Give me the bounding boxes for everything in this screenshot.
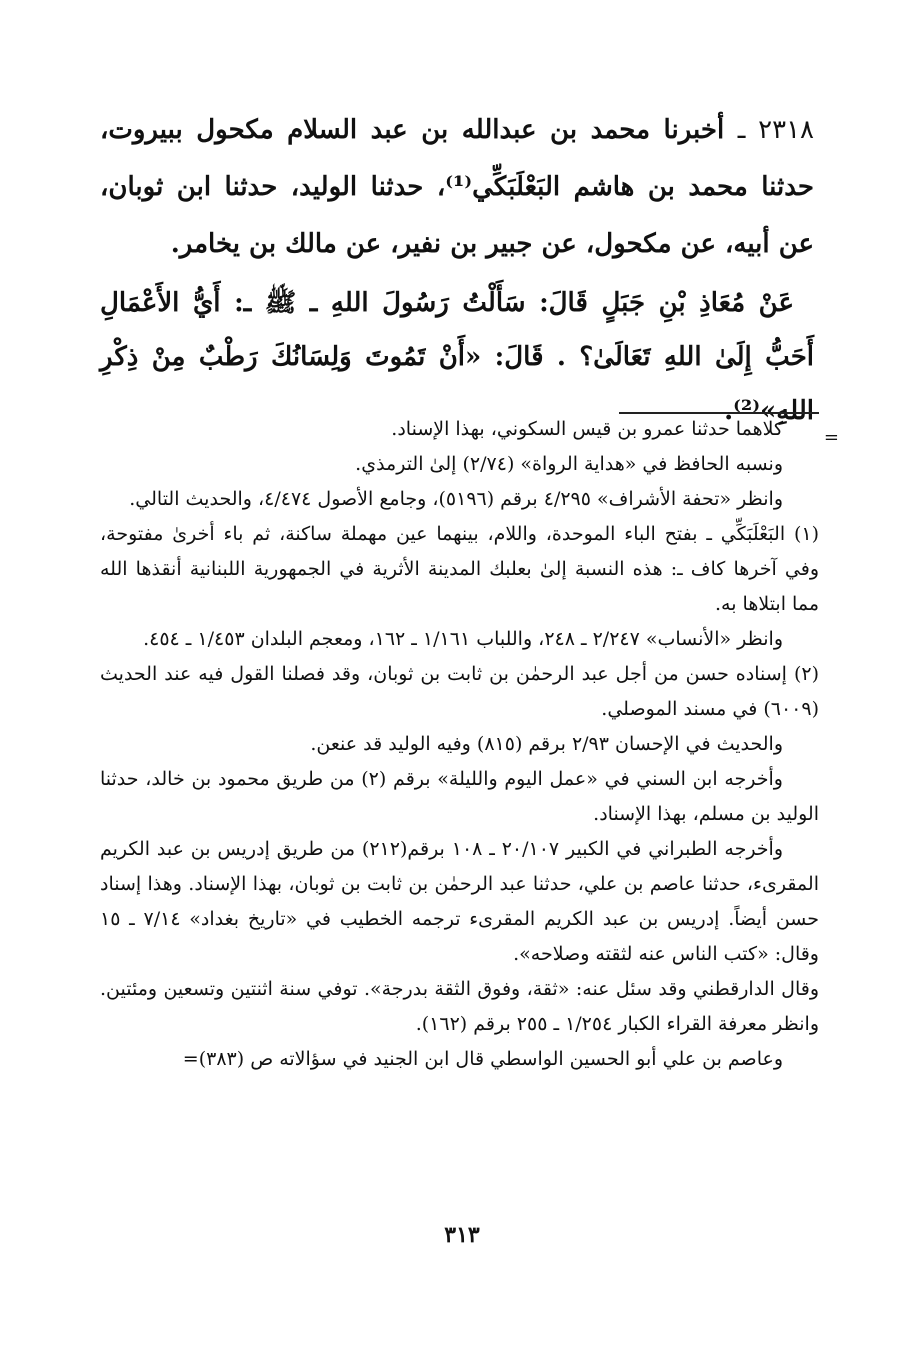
footnote-2-line: والحديث في الإحسان ٢/٩٣ برقم (٨١٥) وفيه الوليد قد عنعن.: [310, 733, 783, 755]
footnote-continuation-line: كلاهما حدثنا عمرو بن قيس السكوني، بهذا الإسناد.: [391, 418, 783, 440]
isnad-paragraph: [100, 102, 814, 273]
footnote-1: [100, 517, 819, 622]
page-number: ٣١٣: [444, 1222, 480, 1248]
footnote-continuation-line: وانظر «تحفة الأشراف» ٤/٢٩٥ برقم (٥١٩٦)، وجامع الأصول ٤/٤٧٤، والحديث التالي.: [129, 488, 783, 510]
footnote-2-line: وقال الدارقطني وقد سئل عنه: «ثقة، وفوق الثقة بدرجة». توفي سنة اثنتين وتسعين ومئتين. وانظر معرفة القراء الكبار ١/٢٥٤ ـ ٢٥٥ برقم (١٦٢).: [100, 978, 819, 1035]
footnote-2-line: وأخرجه ابن السني في «عمل اليوم والليلة» برقم (٢) من طريق محمود بن خالد، حدثنا الوليد بن مسلم، بهذا الإسناد.: [100, 768, 819, 825]
footnote-2-text: إسناده حسن من أجل عبد الرحمٰن بن ثابت بن ثوبان، وقد فصلنا القول فيه عند الحديث (٦٠٠٩) في مسند الموصلي.: [100, 663, 819, 720]
footnote-2: [100, 657, 819, 727]
matn-text: عَنْ مُعَاذِ بْنِ جَبَلٍ قَالَ: سَأَلْتُ رَسُولَ اللهِ ـ ﷺ ـ: أَيُّ الأَعْمَالِ أَحَبُّ إِلَىٰ اللهِ تَعَالَىٰ؟ . قَالَ: «أَنْ تَمُوتَ وَلِسَانُكَ رَطْبٌ مِنْ ذِكْرِ اللهِ»⁽²⁾.: [100, 288, 814, 426]
footnote-1-text: البَعْلَبَكِّي ـ بفتح الباء الموحدة، واللام، بينهما عين مهملة ساكنة، ثم باء أخرىٰ مفتوحة، وفي آخرها كاف ـ: هذه النسبة إلىٰ بعلبك المدينة الأثرية في الجمهورية اللبنانية أنقذها الله مما ابتلاها به.: [100, 523, 819, 615]
footnote-1-number: (١): [793, 523, 819, 545]
footnotes: [100, 412, 839, 1077]
main-text: [100, 102, 814, 438]
footnote-2-number: (٢): [793, 663, 820, 685]
footnote-2-line: وأخرجه الطبراني في الكبير ٢٠/١٠٧ ـ ١٠٨ برقم(٢١٢) من طريق إدريس بن عبد الكريم المقرىء، حدثنا عاصم بن علي، حدثنا عبد الرحمٰن بن ثابت بن ثوبان، بهذا الإسناد. وهذا إسناد حسن أيضاً. إدريس بن عبد الكريم المقرىء ترجمه الخطيب في «تاريخ بغداد» ٧/١٤ ـ ١٥ وقال: «كتب الناس عنه لثقته وصلاحه».: [100, 838, 819, 965]
footnote-1-sources: وانظر «الأنساب» ٢/٢٤٧ ـ ٢٤٨، واللباب ١/١٦١ ـ ١٦٢، ومعجم البلدان ١/٤٥٣ ـ ٤٥٤.: [143, 628, 783, 650]
isnad-text: أخبرنا محمد بن عبدالله بن عبد السلام مكحول ببيروت، حدثنا محمد بن هاشم البَعْلَبَكِّي⁽¹⁾، حدثنا الوليد، حدثنا ابن ثوبان، عن أبيه، عن مكحول، عن جبير بن نفير، عن مالك بن يخامر.: [100, 115, 814, 259]
continuation-marker: =: [823, 427, 839, 448]
footnote-2-line: وعاصم بن علي أبو الحسين الواسطي قال ابن الجنيد في سؤالاته ص (٣٨٣)=: [182, 1048, 783, 1070]
footnote-continuation-line: ونسبه الحافظ في «هداية الرواة» (٢/٧٤) إلىٰ الترمذي.: [355, 453, 783, 475]
hadith-number: ٢٣١٨ ـ: [737, 115, 814, 145]
